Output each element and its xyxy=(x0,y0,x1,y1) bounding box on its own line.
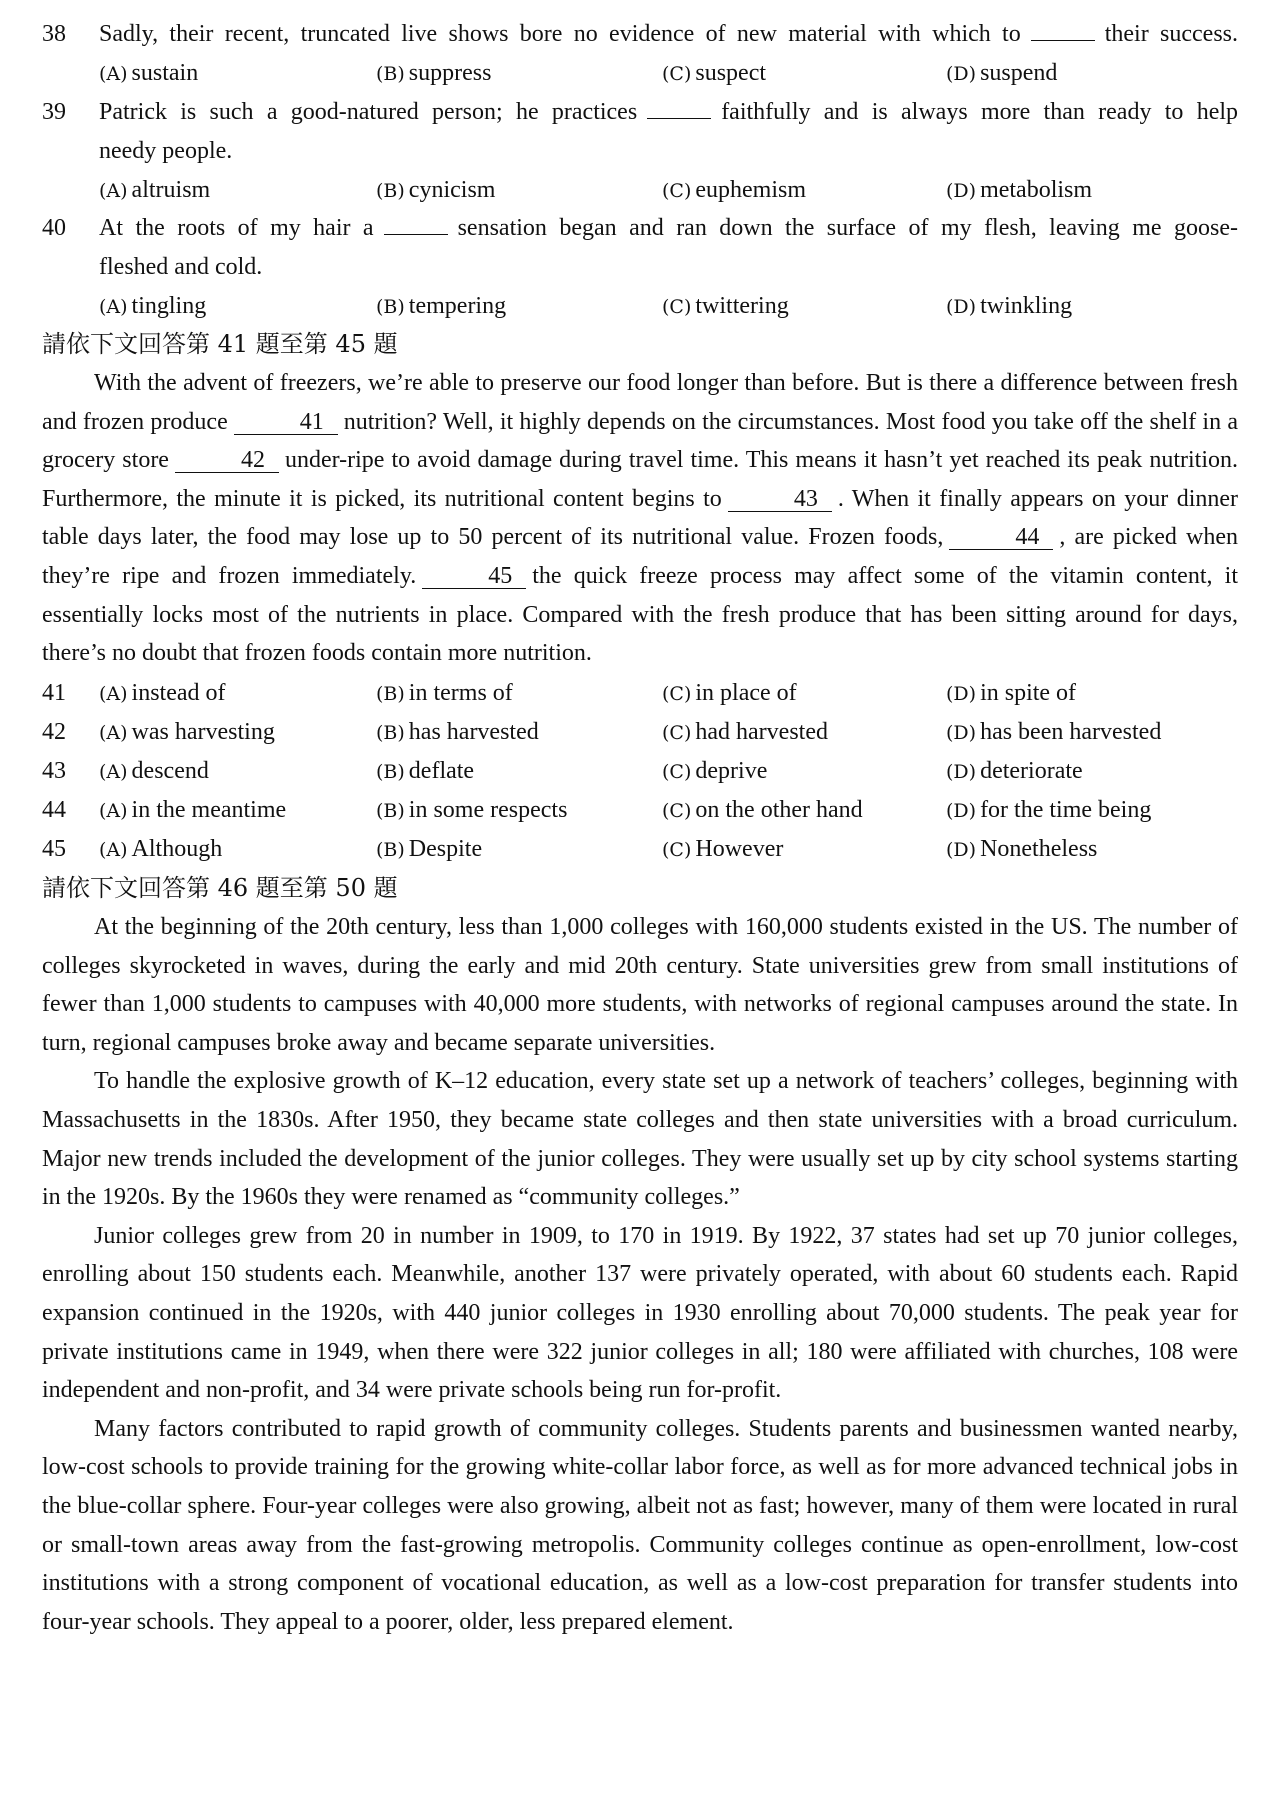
option-row-43 xyxy=(42,752,1238,791)
question-text: Sadly, their recent, truncated live shows bore no evidence of new material with which to their success. xyxy=(99,15,1238,54)
option-a: (A) Although xyxy=(99,836,223,862)
option-b: (B) tempering xyxy=(376,293,507,319)
option-a: (A) descend xyxy=(99,758,209,784)
question-number: 41 xyxy=(42,680,66,706)
passage-paragraph: With the advent of freezers, we’re able to preserve our food longer than before. But is there a difference between fresh and frozen produce 41 nutrition? Well, it highly depends on the circumstances. Most food you take off the shelf in a grocery store 42 under-ripe to avoid damage during travel time. This means it hasn’t yet reached its peak nutrition. Furthermore, the minute it is picked, its nutritional content begins to 43 . When it finally appears on your dinner table days later, the food may lose up to 50 percent of its nutritional value. Frozen foods, 44 , are picked when they’re ripe and frozen immediately. 45 the quick freeze process may affect some of the vitamin content, it essentially locks most of the nutrients in place. Compared with the fresh produce that has been sitting around for days, there’s no doubt that frozen foods contain more nutrition. xyxy=(42,370,1239,667)
option-b: (B) suppress xyxy=(376,60,492,86)
question-number: 40 xyxy=(42,215,66,241)
option-a: (A) instead of xyxy=(99,680,226,706)
question-39 xyxy=(42,93,1238,210)
blank-43: 43 xyxy=(728,487,832,512)
option-b: (B) in some respects xyxy=(376,797,568,823)
question-number: 39 xyxy=(42,99,66,125)
blank-45: 45 xyxy=(422,564,526,589)
passage-paragraph-4: Many factors contributed to rapid growth of community colleges. Students parents and businessmen wanted nearby, low-cost schools to provide training for the growing white-collar labor force, as well as for more advanced technical jobs in the blue-collar sphere. Four-year colleges were also growing, albeit not as fast; however, many of them were located in rural or small-town areas away from the fast-growing metropolis. Community colleges continue as open-enrollment, low-cost institutions with a strong component of vocational education, as well as a low-cost preparation for transfer students into four-year schools. They appeal to a poorer, older, less prepared element. xyxy=(42,1415,1238,1635)
question-text-line2: fleshed and cold. xyxy=(99,254,263,280)
answer-options xyxy=(42,54,1238,93)
option-c: (C) euphemism xyxy=(662,177,807,203)
option-a: (A) sustain xyxy=(99,60,199,86)
option-c: (C) deprive xyxy=(662,758,768,784)
section-heading-46-50: 請依下文回答第 46 題至第 50 題 xyxy=(42,874,398,902)
option-row-41 xyxy=(42,674,1238,713)
blank-42: 42 xyxy=(175,448,279,473)
option-b: (B) Despite xyxy=(376,836,483,862)
answer-options xyxy=(42,171,1238,210)
question-number: 43 xyxy=(42,758,66,784)
option-c: (C) in place of xyxy=(662,680,797,706)
option-row-42 xyxy=(42,713,1238,752)
question-number: 42 xyxy=(42,719,66,745)
option-d: (D) has been harvested xyxy=(946,719,1162,745)
option-b: (B) deflate xyxy=(376,758,475,784)
option-d: (D) metabolism xyxy=(946,177,1093,203)
question-number: 45 xyxy=(42,836,66,862)
option-b: (B) cynicism xyxy=(376,177,496,203)
question-text: Patrick is such a good-natured person; he practices faithfully and is always more than ready to help xyxy=(99,93,1238,132)
question-40 xyxy=(42,209,1238,326)
question-38 xyxy=(42,15,1238,93)
passage-paragraph-2: To handle the explosive growth of K–12 education, every state set up a network of teachers’ colleges, beginning with Massachusetts in the 1830s. After 1950, they became state colleges and then state universities with a broad curriculum. Major new trends included the development of the junior colleges. They were usually set up by city school systems starting in the 1920s. By the 1960s they were renamed as “community colleges.” xyxy=(42,1068,1238,1211)
cloze-passage xyxy=(42,364,1238,673)
option-row-45 xyxy=(42,830,1238,869)
option-c: (C) had harvested xyxy=(662,719,828,745)
question-number: 38 xyxy=(42,21,66,47)
option-row-44 xyxy=(42,791,1238,830)
answer-options xyxy=(42,287,1238,326)
blank-44: 44 xyxy=(949,525,1053,550)
option-a: (A) in the meantime xyxy=(99,797,287,823)
answer-blank xyxy=(1031,18,1095,41)
question-text: At the roots of my hair a sensation began and ran down the surface of my flesh, leaving me goose- xyxy=(99,209,1238,248)
blank-41: 41 xyxy=(234,410,338,435)
option-b: (B) has harvested xyxy=(376,719,539,745)
option-d: (D) deteriorate xyxy=(946,758,1083,784)
option-d: (D) Nonetheless xyxy=(946,836,1098,862)
option-d: (D) in spite of xyxy=(946,680,1077,706)
answer-blank xyxy=(384,212,448,235)
option-a: (A) was harvesting xyxy=(99,719,275,745)
option-d: (D) suspend xyxy=(946,60,1058,86)
option-a: (A) altruism xyxy=(99,177,211,203)
option-d: (D) twinkling xyxy=(946,293,1073,319)
question-number: 44 xyxy=(42,797,66,823)
option-c: (C) suspect xyxy=(662,60,767,86)
passage-paragraph-1: At the beginning of the 20th century, less than 1,000 colleges with 160,000 students existed in the US. The number of colleges skyrocketed in waves, during the early and mid 20th century. State universities grew from small institutions of fewer than 1,000 students to campuses with 40,000 more students, with networks of regional campuses around the state. In turn, regional campuses broke away and became separate universities. xyxy=(42,914,1238,1056)
option-c: (C) on the other hand xyxy=(662,797,863,823)
question-text-line2: needy people. xyxy=(99,138,233,164)
reading-passage xyxy=(42,908,1238,1641)
option-c: (C) However xyxy=(662,836,784,862)
option-b: (B) in terms of xyxy=(376,680,513,706)
passage-paragraph-3: Junior colleges grew from 20 in number in 1909, to 170 in 1919. By 1922, 37 states had set up 70 junior colleges, enrolling about 150 students each. Meanwhile, another 137 were privately operated, with about 60 students each. Rapid expansion continued in the 1920s, with 440 junior colleges in 1930 enrolling about 70,000 students. The peak year for private institutions came in 1949, when there were 322 junior colleges in all; 180 were affiliated with churches, 108 were independent and non-profit, and 34 were private schools being run for-profit. xyxy=(42,1222,1238,1404)
option-a: (A) tingling xyxy=(99,293,207,319)
answer-blank xyxy=(647,96,711,119)
section-heading-41-45: 請依下文回答第 41 題至第 45 題 xyxy=(42,330,398,358)
option-d: (D) for the time being xyxy=(946,797,1152,823)
option-c: (C) twittering xyxy=(662,293,789,319)
